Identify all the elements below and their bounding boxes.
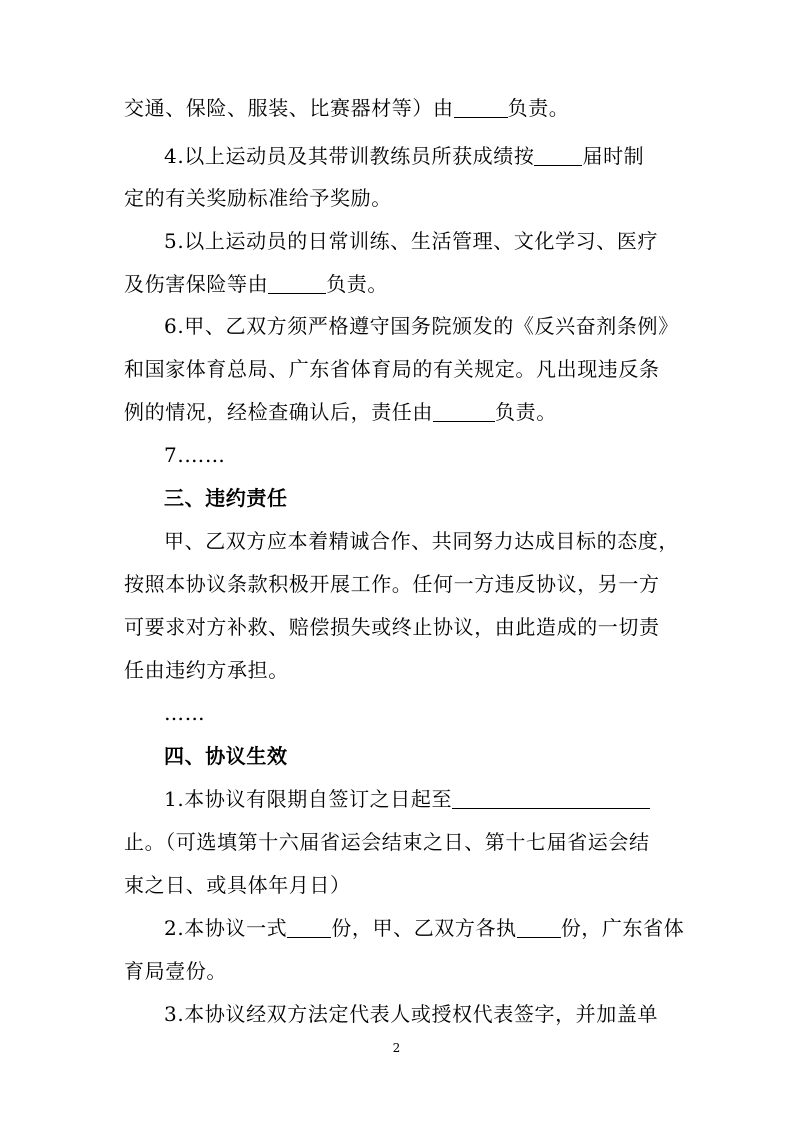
text-segment: 届时制 bbox=[582, 144, 645, 168]
text-segment: 负责。 bbox=[326, 272, 389, 296]
text-line-2 bbox=[164, 142, 644, 170]
text-line-22: 3.本协议经双方法定代表人或授权代表签字，并加盖单 bbox=[164, 1002, 659, 1026]
section-heading-breach: 三、违约责任 bbox=[164, 486, 288, 510]
text-line-11: 甲、乙双方应本着精诚合作、共同努力达成目标的态度， bbox=[164, 529, 679, 553]
section-heading-effect: 四、协议生效 bbox=[164, 744, 288, 768]
text-line-7: 和国家体育总局、广东省体育局的有关规定。凡出现违反条 bbox=[124, 357, 660, 381]
text-line-14: 任由违约方承担。 bbox=[124, 658, 289, 682]
text-line-1 bbox=[124, 94, 569, 122]
fill-blank bbox=[433, 399, 495, 422]
text-segment: 1.本协议有限期自签订之日起至 bbox=[164, 787, 453, 811]
text-line-5 bbox=[124, 270, 388, 298]
fill-blank bbox=[454, 95, 508, 118]
text-line-3: 定的有关奖励标准给予奖励。 bbox=[124, 186, 392, 210]
fill-blank bbox=[268, 271, 326, 294]
text-line-8 bbox=[124, 398, 557, 426]
text-segment: 份，广东省体 bbox=[560, 916, 685, 940]
text-line-15: …… bbox=[164, 701, 206, 725]
text-line-17 bbox=[164, 785, 650, 813]
text-line-6: 6.甲、乙双方须严格遵守国务院颁发的《反兴奋剂条例》 bbox=[164, 314, 679, 338]
fill-blank bbox=[287, 915, 331, 938]
text-segment: 负责。 bbox=[495, 400, 557, 424]
text-segment: 4.以上运动员及其带训教练员所获成绩按 bbox=[164, 144, 535, 168]
text-segment: 份，甲、乙双方各执 bbox=[331, 916, 517, 940]
text-segment: 2.本协议一式 bbox=[164, 916, 288, 940]
text-line-19: 束之日、或具体年月日） bbox=[124, 873, 351, 897]
text-line-12: 按照本协议条款积极开展工作。任何一方违反协议，另一方 bbox=[124, 572, 660, 596]
page-number: 2 bbox=[392, 1041, 401, 1055]
text-line-21: 育局壹份。 bbox=[124, 959, 227, 983]
text-segment: 例的情况，经检查确认后，责任由 bbox=[124, 400, 433, 424]
fill-blank bbox=[452, 786, 650, 809]
text-segment: 及伤害保险等由 bbox=[124, 272, 269, 296]
text-line-4: 5.以上运动员的日常训练、生活管理、文化学习、医疗 bbox=[164, 229, 659, 253]
text-line-13: 可要求对方补救、赔偿损失或终止协议，由此造成的一切责 bbox=[124, 615, 660, 639]
text-line-20 bbox=[164, 914, 684, 942]
fill-blank bbox=[517, 915, 561, 938]
fill-blank bbox=[534, 143, 582, 166]
text-segment: 负责。 bbox=[507, 96, 570, 120]
text-line-18: 止。（可选填第十六届省运会结束之日、第十七届省运会结 bbox=[124, 830, 650, 854]
text-segment: 交通、保险、服装、比赛器材等）由 bbox=[124, 96, 454, 120]
text-line-9: 7.…… bbox=[164, 443, 226, 467]
